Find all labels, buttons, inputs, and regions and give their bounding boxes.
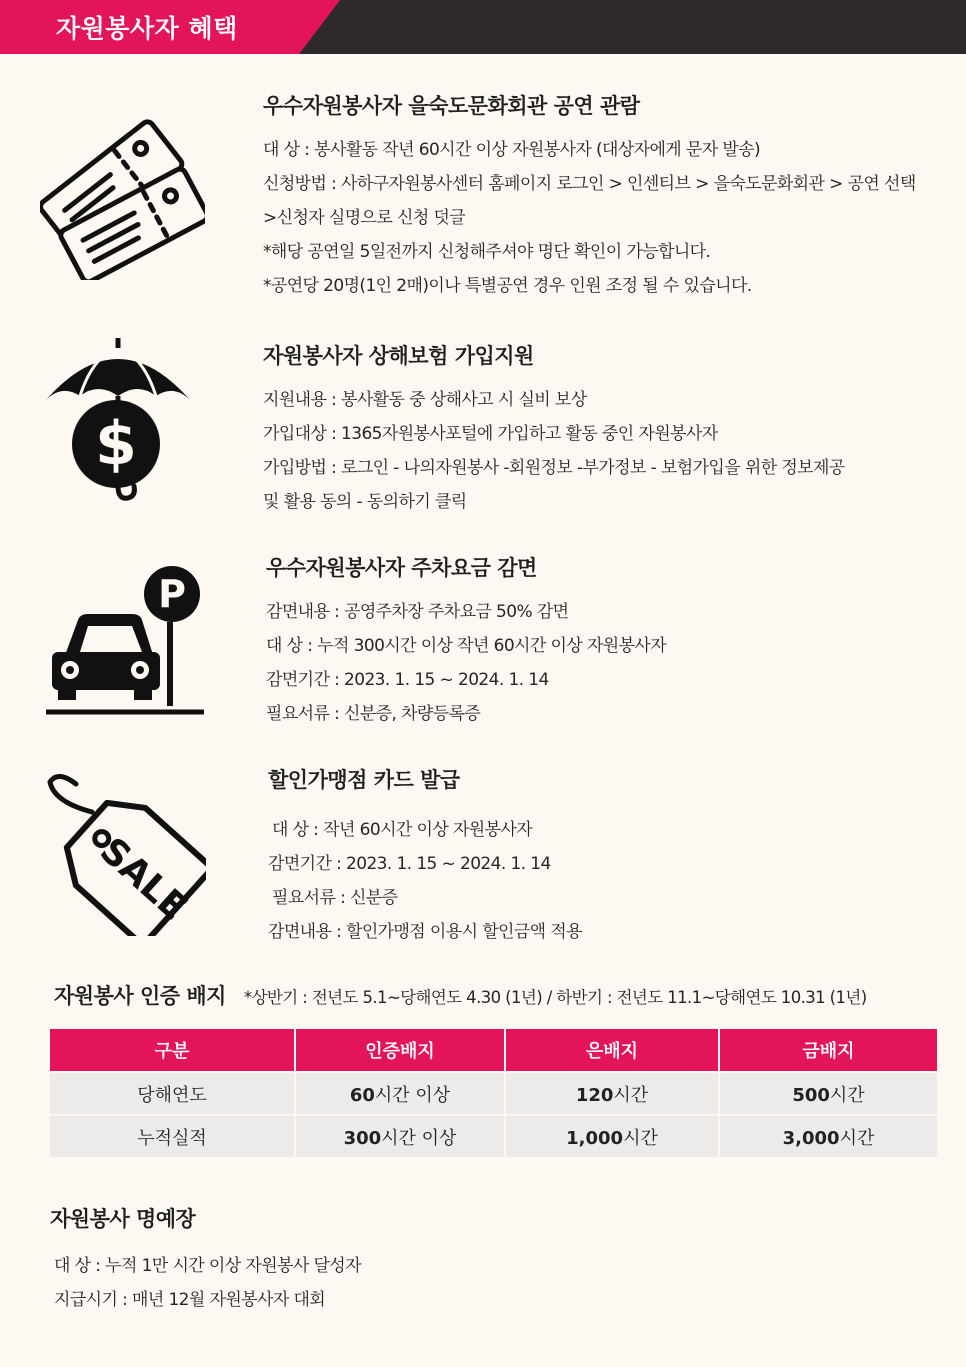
table-header-row xyxy=(50,1029,937,1071)
umbrella-dollar-icon xyxy=(42,338,194,506)
cell-number: 1,000 xyxy=(566,1127,624,1149)
section-title: 자원봉사 명예장 xyxy=(50,1207,196,1231)
section-line: 감면내용 : 할인가맹점 이용시 할인금액 적용 xyxy=(268,922,582,942)
tickets-icon xyxy=(40,112,205,280)
badge-table xyxy=(48,1029,939,1157)
cell-number: 60 xyxy=(349,1084,375,1106)
cell-number: 500 xyxy=(792,1084,830,1106)
cell-number: 120 xyxy=(575,1084,614,1106)
section-title: 할인가맹점 카드 발급 xyxy=(268,768,460,792)
section-line: 가입대상 : 1365자원봉사포털에 가입하고 활동 중인 자원봉사자 xyxy=(263,424,718,444)
section-parking xyxy=(266,552,666,731)
section-line: 및 활용 동의 - 동의하기 클릭 xyxy=(263,492,467,512)
table-cell xyxy=(506,1114,718,1157)
cell-unit: 시간 이상 xyxy=(374,1084,451,1106)
cell-unit: 시간 xyxy=(623,1127,658,1149)
car-parking-icon xyxy=(44,560,206,718)
section-line: 필요서류 : 신분증 xyxy=(272,888,398,908)
section-line: 감면내용 : 공영주차장 주차요금 50% 감면 xyxy=(266,602,569,622)
cell-number: 3,000 xyxy=(782,1127,840,1149)
table-header-cell: 은배지 xyxy=(506,1029,718,1071)
section-title: 우수자원봉사자 을숙도문화회관 공연 관람 xyxy=(263,94,640,118)
sale-tag-text: SALE xyxy=(91,830,195,929)
table-cell xyxy=(506,1071,718,1114)
page-title: 자원봉사자 혜택 xyxy=(56,14,238,43)
table-cell xyxy=(296,1071,504,1114)
section-insurance xyxy=(263,340,845,519)
section-line: 감면기간 : 2023. 1. 15 ~ 2024. 1. 14 xyxy=(268,854,551,874)
cell-unit: 시간 xyxy=(839,1127,875,1149)
section-line: *공연당 20명(1인 2매)이나 특별공연 경우 인원 조정 될 수 있습니다. xyxy=(263,276,752,296)
section-line: 대 상 : 봉사활동 작년 60시간 이상 자원봉사자 (대상자에게 문자 발송) xyxy=(263,140,761,160)
badge-title: 자원봉사 인증 배지 xyxy=(54,984,226,1008)
table-cell xyxy=(720,1114,937,1157)
section-concert xyxy=(263,90,916,303)
section-discount-card xyxy=(268,764,582,949)
section-line: 대 상 : 누적 1만 시간 이상 자원봉사 달성자 xyxy=(54,1256,361,1276)
section-title: 우수자원봉사자 주차요금 감면 xyxy=(266,556,537,580)
cell-unit: 시간 이상 xyxy=(381,1127,457,1149)
table-header-cell: 인증배지 xyxy=(296,1029,504,1071)
section-line: *해당 공연일 5일전까지 신청해주셔야 명단 확인이 가능합니다. xyxy=(263,242,711,262)
row-label: 당해연도 xyxy=(50,1071,294,1114)
section-line: 필요서류 : 신분증, 차량등록증 xyxy=(266,704,481,724)
table-cell xyxy=(296,1114,504,1157)
section-honor xyxy=(50,1203,361,1317)
section-line: 대 상 : 작년 60시간 이상 자원봉사자 xyxy=(272,820,533,840)
section-line: 신청방법 : 사하구자원봉사센터 홈페이지 로그인 > 인센티브 > 을숙도문화회관 > 공연 선택 xyxy=(263,174,916,194)
parking-sign-letter: P xyxy=(158,572,186,616)
section-line: 감면기간 : 2023. 1. 15 ~ 2024. 1. 14 xyxy=(266,670,549,690)
svg-text:$: $ xyxy=(95,409,137,479)
section-line: 지원내용 : 봉사활동 중 상해사고 시 실비 보상 xyxy=(263,390,587,410)
sale-tag-icon xyxy=(44,772,206,936)
section-line: 대 상 : 누적 300시간 이상 작년 60시간 이상 자원봉사자 xyxy=(266,636,667,656)
badge-note: *상반기 : 전년도 5.1~당해연도 4.30 (1년) / 하반기 : 전년도 11.1~당해연도 10.31 (1년) xyxy=(243,988,867,1007)
table-header-cell: 구분 xyxy=(50,1029,294,1071)
section-line: 지급시기 : 매년 12월 자원봉사자 대회 xyxy=(54,1290,326,1310)
cell-unit: 시간 xyxy=(829,1084,865,1106)
section-line: >신청자 실명으로 신청 덧글 xyxy=(263,208,466,228)
cell-unit: 시간 xyxy=(613,1084,649,1106)
table-header-cell: 금배지 xyxy=(720,1029,937,1071)
badge-heading xyxy=(54,980,867,1010)
cell-number: 300 xyxy=(343,1127,382,1149)
header-bar xyxy=(0,0,966,54)
table-row xyxy=(50,1071,937,1114)
table-row xyxy=(50,1114,937,1157)
section-line: 가입방법 : 로그인 - 나의자원봉사 -회원정보 -부가정보 - 보험가입을 위한 정보제공 xyxy=(263,458,845,478)
table-cell xyxy=(720,1071,937,1114)
row-label: 누적실적 xyxy=(50,1114,294,1157)
section-title: 자원봉사자 상해보험 가입지원 xyxy=(263,344,534,368)
